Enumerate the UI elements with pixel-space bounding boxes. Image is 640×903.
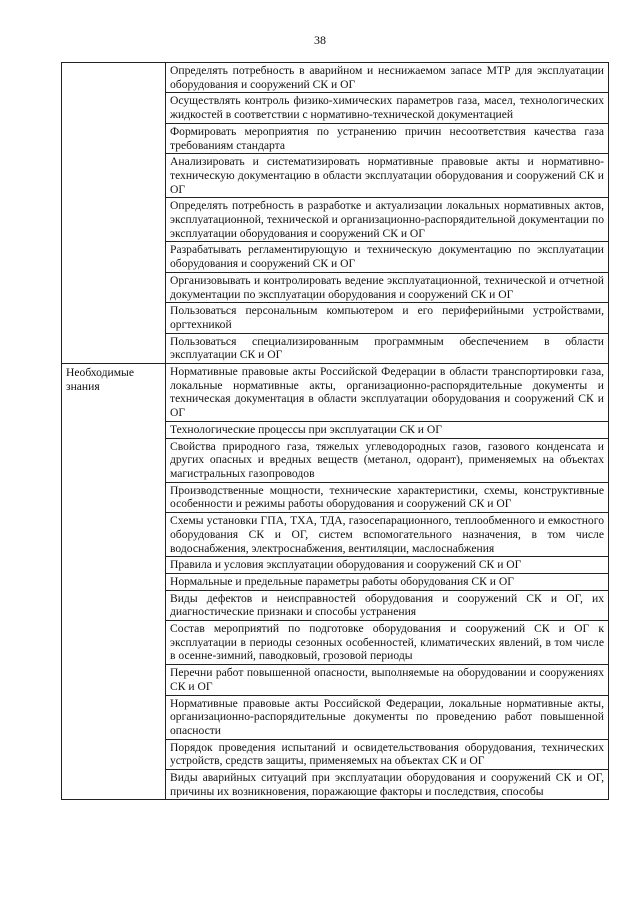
requirement-item: Виды аварийных ситуаций при эксплуатации оборудования и сооружений СК и ОГ, причины их возникновения, поражающие факторы и последствия, способы	[166, 770, 609, 800]
page-number: 38	[314, 33, 326, 47]
requirement-item: Виды дефектов и неисправностей оборудования и сооружений СК и ОГ, их диагностические признаки и способы устранения	[166, 590, 609, 620]
requirement-item: Пользоваться специализированным программным обеспечением в области эксплуатации СК и ОГ	[166, 333, 609, 363]
requirements-table-body	[62, 63, 609, 800]
requirement-item: Порядок проведения испытаний и освидетельствования оборудования, технических устройств, средств защиты, применяемых на объектах СК и ОГ	[166, 739, 609, 769]
requirement-item: Нормальные и предельные параметры работы оборудования СК и ОГ	[166, 573, 609, 590]
requirement-item: Формировать мероприятия по устранению причин несоответствия качества газа требованиям стандарта	[166, 123, 609, 153]
requirement-item: Нормативные правовые акты Российской Федерации, локальные нормативные акты, организационно-распорядительные документы по проведению работ повышенной опасности	[166, 695, 609, 739]
table-row	[62, 63, 609, 93]
requirement-item: Правила и условия эксплуатации оборудования и сооружений СК и ОГ	[166, 557, 609, 574]
requirement-item: Пользоваться персональным компьютером и его периферийными устройствами, оргтехникой	[166, 303, 609, 333]
requirement-item: Производственные мощности, технические характеристики, схемы, конструктивные особенности и режимы работы оборудования и сооружений СК и ОГ	[166, 482, 609, 512]
requirement-item: Схемы установки ГПА, ТХА, ТДА, газосепарационного, теплообменного и емкостного оборудования СК и ОГ, систем вспомогательного назначения, в том числе водоснабжения, электроснабжения, вентиляции, маслоснабжения	[166, 513, 609, 557]
requirement-item: Нормативные правовые акты Российской Федерации в области транспортировки газа, локальные нормативные акты, организационно-распорядительные документы и техническая документация в области эксплуатации оборудования и сооружений СК и ОГ	[166, 364, 609, 422]
section-label: Необходимые знания	[62, 364, 166, 800]
requirement-item: Перечни работ повышенной опасности, выполняемые на оборудовании и сооружениях СК и ОГ	[166, 665, 609, 695]
requirement-item: Организовывать и контролировать ведение эксплуатационной, технической и отчетной документации по эксплуатации оборудования и сооружений СК и ОГ	[166, 272, 609, 302]
requirement-item: Свойства природного газа, тяжелых углеводородных газов, газового конденсата и других опасных и вредных веществ (метанол, одорант), применяемых на объектах магистральных газопроводов	[166, 438, 609, 482]
requirement-item: Анализировать и систематизировать нормативные правовые акты и нормативно-техническую документацию в области эксплуатации оборудования и сооружений СК и ОГ	[166, 154, 609, 198]
table-row	[62, 364, 609, 422]
requirement-item: Состав мероприятий по подготовке оборудования и сооружений СК и ОГ к эксплуатации в периоды сезонных особенностей, климатических явлений, в том числе в осенне-зимний, паводковый, грозовой периоды	[166, 621, 609, 665]
requirement-item: Определять потребность в разработке и актуализации локальных нормативных актов, эксплуатационной, технической и организационно-распорядительной документации по эксплуатации оборудования и сооружений СК и ОГ	[166, 198, 609, 242]
requirement-item: Осуществлять контроль физико-химических параметров газа, масел, технологических жидкостей в соответствии с нормативно-технической документацией	[166, 93, 609, 123]
requirement-item: Определять потребность в аварийном и неснижаемом запасе МТР для эксплуатации оборудования и сооружений СК и ОГ	[166, 63, 609, 93]
requirement-item: Разрабатывать регламентирующую и техническую документацию по эксплуатации оборудования и сооружений СК и ОГ	[166, 242, 609, 272]
section-label	[62, 63, 166, 364]
requirements-table	[61, 62, 609, 800]
requirement-item: Технологические процессы при эксплуатации СК и ОГ	[166, 421, 609, 438]
